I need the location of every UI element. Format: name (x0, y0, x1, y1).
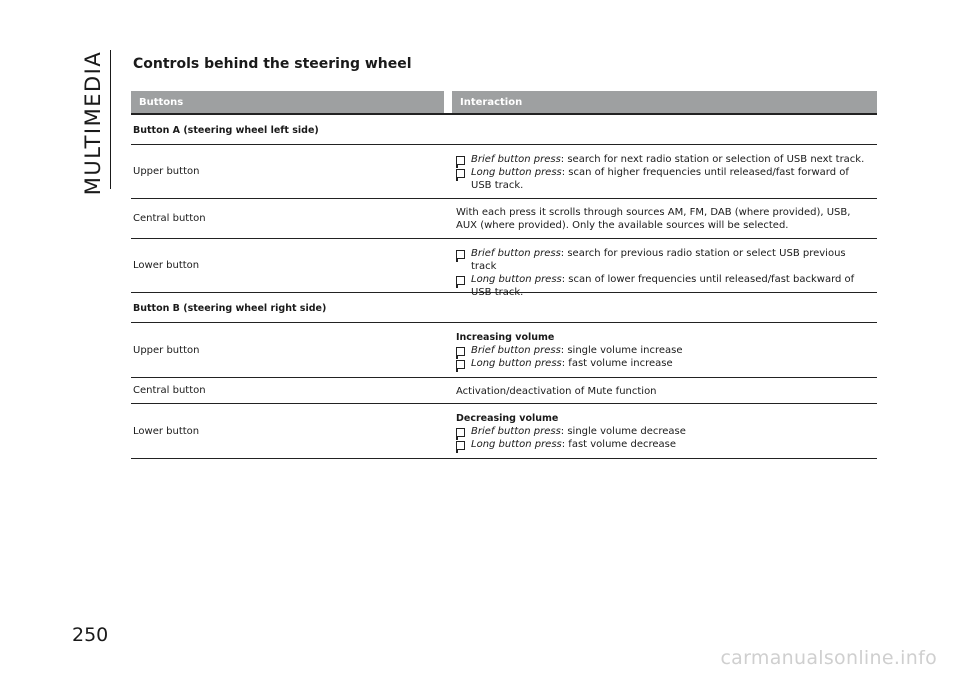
row-content: Activation/deactivation of Mute function (456, 386, 657, 397)
row-content: With each press it scrolls through sources AM, FM, DAB (where provided), USB, AUX (where provided). Only the available sources will be selected. (456, 207, 851, 231)
bullet-icon (456, 441, 465, 450)
bullet-item (456, 247, 871, 273)
row-content (456, 239, 877, 298)
brief-press-text: : search for previous radio station or select USB previous track (471, 248, 846, 272)
brief-press-text: : single volume decrease (560, 426, 686, 437)
table-row (131, 145, 877, 199)
controls-table (131, 91, 877, 459)
long-press-label: Long button press (471, 167, 562, 178)
brief-press-text: : single volume increase (560, 345, 683, 356)
bullet-icon (456, 276, 465, 285)
volume-down-heading: Decreasing volume (456, 413, 559, 424)
table-row (131, 199, 877, 239)
long-press-label: Long button press (471, 439, 562, 450)
brief-press-label: Brief button press (471, 154, 561, 165)
long-press-text: : fast volume decrease (561, 439, 677, 450)
row-label: Central button (133, 213, 206, 224)
bullet-icon (456, 360, 465, 369)
group-a-title: Button A (steering wheel left side) (131, 115, 877, 145)
bullet-item (456, 273, 871, 299)
bullet-icon (456, 156, 465, 165)
long-press-text: : scan of higher frequencies until released/fast forward of USB track. (471, 167, 849, 191)
row-content (456, 145, 877, 198)
bullet-icon (456, 347, 465, 356)
row-label: Lower button (133, 260, 200, 271)
row-content (456, 323, 877, 377)
watermark-text: carmanualsonline.info (720, 647, 937, 669)
table-row (131, 239, 877, 298)
bullet-item (456, 344, 871, 357)
brief-press-label: Brief button press (471, 345, 561, 356)
row-label: Lower button (133, 425, 200, 437)
chapter-title-text: MULTIMEDIA (81, 50, 105, 195)
bullet-item (456, 166, 871, 192)
bullet-item (456, 153, 871, 166)
table-header (131, 91, 877, 115)
bullet-icon (456, 428, 465, 437)
bullet-item (456, 357, 871, 370)
chapter-divider (110, 50, 111, 189)
chapter-title (76, 50, 110, 195)
header-buttons: Buttons (131, 91, 444, 113)
bullet-icon (456, 169, 465, 178)
long-press-text: : scan of lower frequencies until released/fast backward of USB track. (471, 274, 855, 298)
bullet-icon (456, 250, 465, 259)
section-title: Controls behind the steering wheel (133, 56, 412, 72)
page-number: 250 (72, 624, 109, 646)
brief-press-text: : search for next radio station or selection of USB next track. (560, 154, 865, 165)
row-content (456, 404, 877, 458)
long-press-label: Long button press (471, 274, 562, 285)
bullet-item (456, 425, 871, 438)
brief-press-label: Brief button press (471, 426, 561, 437)
header-interaction: Interaction (452, 91, 877, 113)
table-row (131, 378, 877, 404)
row-label: Upper button (133, 344, 200, 356)
group-b-title: Button B (steering wheel right side) (131, 293, 877, 323)
brief-press-label: Brief button press (471, 248, 561, 259)
row-label: Central button (133, 385, 206, 396)
volume-up-heading: Increasing volume (456, 332, 555, 343)
row-label: Upper button (133, 166, 200, 177)
long-press-text: : fast volume increase (561, 358, 673, 369)
table-row (131, 323, 877, 378)
bullet-item (456, 438, 871, 451)
long-press-label: Long button press (471, 358, 562, 369)
table-row (131, 404, 877, 459)
